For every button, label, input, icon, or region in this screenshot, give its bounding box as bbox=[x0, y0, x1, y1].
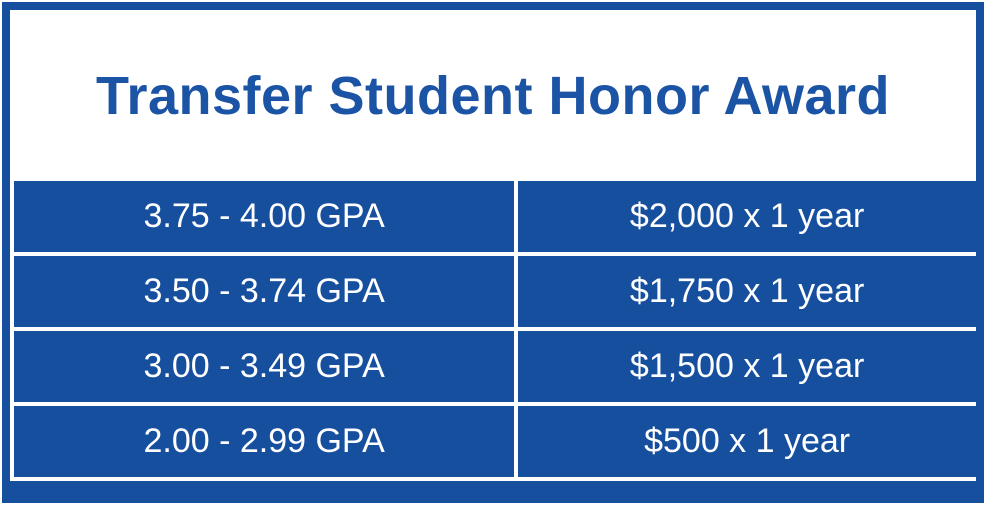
award-amount-cell: $1,750 x 1 year bbox=[518, 256, 976, 327]
gpa-range-cell: 3.50 - 3.74 GPA bbox=[14, 256, 514, 327]
gpa-range-cell: 3.75 - 4.00 GPA bbox=[14, 181, 514, 252]
gpa-range-cell: 2.00 - 2.99 GPA bbox=[14, 406, 514, 477]
title-band bbox=[10, 10, 976, 181]
page-title: Transfer Student Honor Award bbox=[95, 65, 891, 126]
table-row bbox=[14, 406, 976, 477]
table-row bbox=[14, 256, 976, 327]
gpa-range-cell: 3.00 - 3.49 GPA bbox=[14, 331, 514, 402]
bottom-band bbox=[10, 481, 976, 495]
award-amount-cell: $2,000 x 1 year bbox=[518, 181, 976, 252]
table-row bbox=[14, 331, 976, 402]
award-table bbox=[10, 181, 976, 495]
table-border-frame bbox=[2, 2, 984, 503]
table-row bbox=[14, 181, 976, 252]
award-amount-cell: $500 x 1 year bbox=[518, 406, 976, 477]
award-amount-cell: $1,500 x 1 year bbox=[518, 331, 976, 402]
